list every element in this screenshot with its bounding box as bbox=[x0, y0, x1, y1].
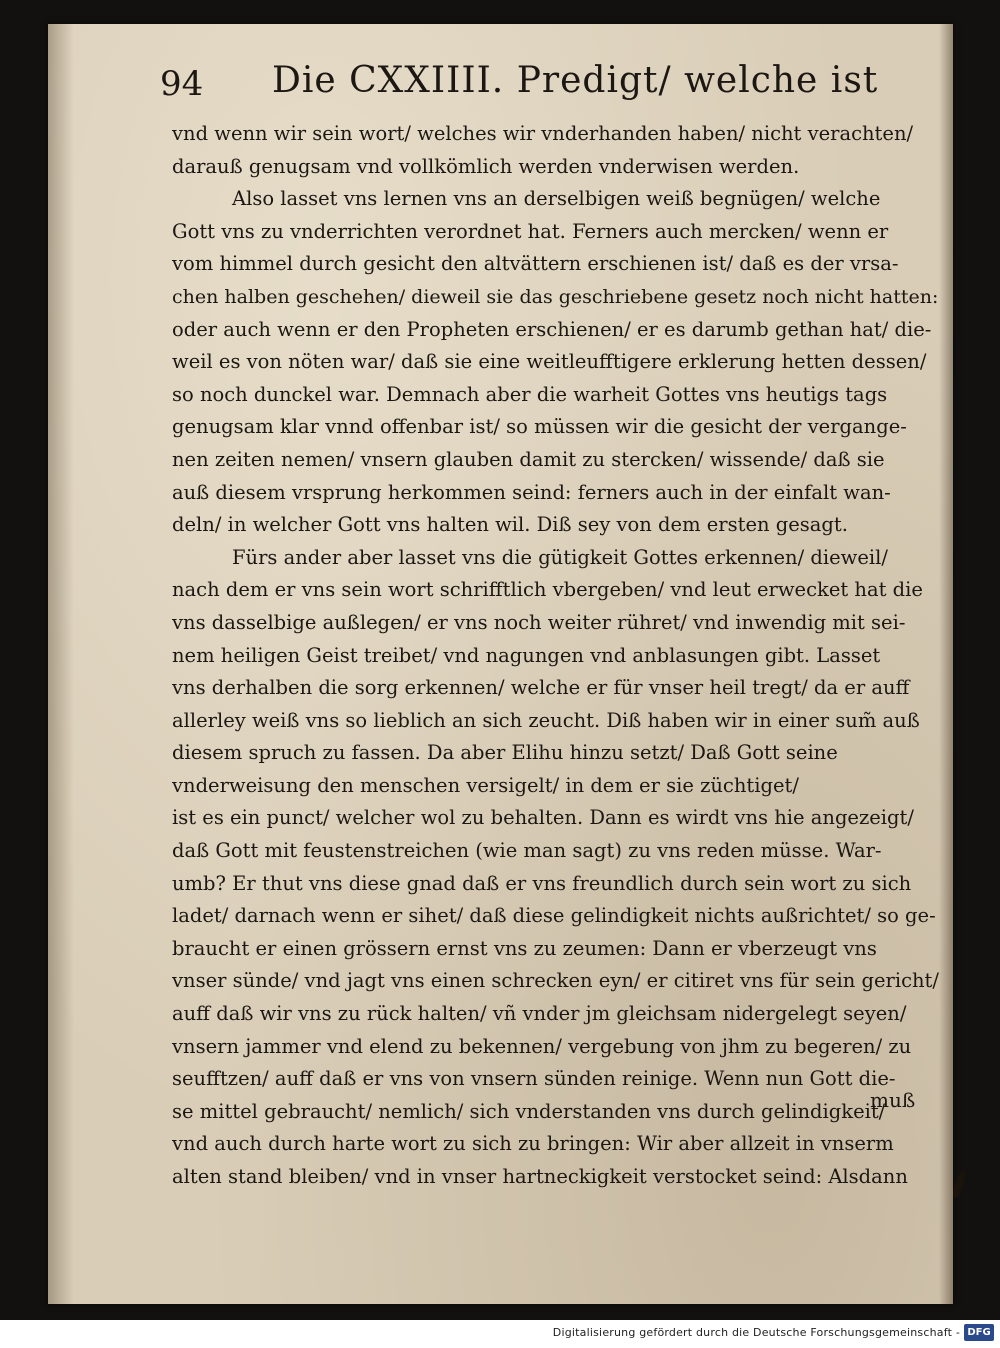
text-line: auff daß wir vns zu rück halten/ vñ vnder jm gleichsam nidergelegt seyen/ bbox=[172, 1002, 907, 1026]
text-line: so noch dunckel war. Demnach aber die warheit Gottes vns heutigs tags bbox=[172, 382, 888, 406]
text-line: daß Gott mit feustenstreichen (wie man sagt) zu vns reden müsse. War- bbox=[172, 839, 882, 863]
text-line: genugsam klar vnnd offenbar ist/ so müssen wir die gesicht der vergange- bbox=[172, 415, 907, 439]
gutter-shadow bbox=[48, 24, 74, 1304]
text-line: darauß genugsam vnd vollkömlich werden vnderwisen werden. bbox=[172, 154, 800, 178]
text-line: se mittel gebraucht/ nemlich/ sich vnderstanden vns durch gelindigkeit/ bbox=[172, 1099, 886, 1123]
funding-credit: Digitalisierung gefördert durch die Deutsche Forschungsgemeinschaft - bbox=[552, 1326, 960, 1339]
text-line: Also lasset vns lernen vns an derselbigen weiß begnügen/ welche bbox=[232, 187, 881, 211]
text-line: chen halben geschehen/ dieweil sie das geschriebene gesetz noch nicht hatten: bbox=[172, 285, 939, 308]
text-line: diesem spruch zu fassen. Da aber Elihu hinzu setzt/ Daß Gott seine bbox=[172, 741, 838, 765]
text-line: oder auch wenn er den Propheten erschienen/ er es darumb gethan hat/ die- bbox=[172, 317, 932, 341]
text-line: seufftzen/ auff daß er vns von vnsern sünden reinige. Wenn nun Gott die- bbox=[172, 1067, 896, 1091]
text-line: vom himmel durch gesicht den altvättern erschienen ist/ daß es der vrsa- bbox=[172, 252, 899, 276]
text-line: umb? Er thut vns diese gnad daß er vns freundlich durch sein wort zu sich bbox=[172, 871, 912, 895]
footer-bar bbox=[0, 1320, 1000, 1348]
text-line: Fürs ander aber lasset vns die gütigkeit Gottes erkennen/ dieweil/ bbox=[232, 545, 888, 569]
text-line: nem heiligen Geist treibet/ vnd nagungen vnd anblasungen gibt. Lasset bbox=[172, 643, 881, 667]
text-line: braucht er einen grössern ernst vns zu zeumen: Dann er vberzeugt vns bbox=[172, 936, 877, 960]
text-line: auß diesem vrsprung herkommen seind: ferners auch in der einfalt wan- bbox=[172, 480, 891, 504]
text-line: weil es von nöten war/ daß sie eine weitleufftigere erklerung hetten dessen/ bbox=[172, 350, 927, 374]
text-line: vnsern jammer vnd elend zu bekennen/ vergebung von jhm zu begeren/ zu bbox=[172, 1034, 912, 1058]
page-header bbox=[160, 60, 880, 112]
text-line: allerley weiß vns so lieblich an sich zeucht. Diß haben wir in einer sum̃ auß bbox=[172, 708, 920, 732]
body-text bbox=[172, 118, 947, 1194]
text-line: ist es ein punct/ welcher wol zu behalten. Dann es wirdt vns hie angezeigt/ bbox=[172, 806, 914, 830]
text-line: deln/ in welcher Gott vns halten wil. Diß sey von dem ersten gesagt. bbox=[172, 513, 848, 537]
text-line: vnd wenn wir sein wort/ welches wir vnderhanden haben/ nicht verachten/ bbox=[172, 122, 914, 145]
catchword: muß bbox=[870, 1088, 916, 1112]
text-line: vnser sünde/ vnd jagt vns einen schrecken eyn/ er citiret vns für sein gericht/ bbox=[172, 969, 939, 993]
dfg-logo-icon: DFG bbox=[964, 1324, 994, 1341]
page-number: 94 bbox=[160, 64, 204, 104]
running-head: Die CXXIIII. Predigt/ welche ist bbox=[272, 60, 879, 101]
text-line: vnd auch durch harte wort zu sich zu bringen: Wir aber allzeit in vnserm bbox=[172, 1132, 894, 1156]
text-line: Gott vns zu vnderrichten verordnet hat. Ferners auch mercken/ wenn er bbox=[172, 219, 889, 243]
text-line: vns dasselbige außlegen/ er vns noch weiter rühret/ vnd inwendig mit sei- bbox=[172, 610, 906, 634]
text-line: nen zeiten nemen/ vnsern glauben damit zu stercken/ wissende/ daß sie bbox=[172, 447, 885, 471]
text-line: alten stand bleiben/ vnd in vnser hartneckigkeit verstocket seind: Alsdann bbox=[172, 1165, 908, 1188]
text-line: nach dem er vns sein wort schrifftlich vbergeben/ vnd leut erwecket hat die bbox=[172, 578, 923, 602]
text-line: vnderweisung den menschen versigelt/ in dem er sie züchtiget/ bbox=[172, 773, 799, 797]
text-line: ladet/ darnach wenn er sihet/ daß diese gelindigkeit nichts außrichtet/ so ge- bbox=[172, 904, 936, 928]
text-line: vns derhalben die sorg erkennen/ welche er für vnser heil tregt/ da er auff bbox=[172, 676, 910, 700]
